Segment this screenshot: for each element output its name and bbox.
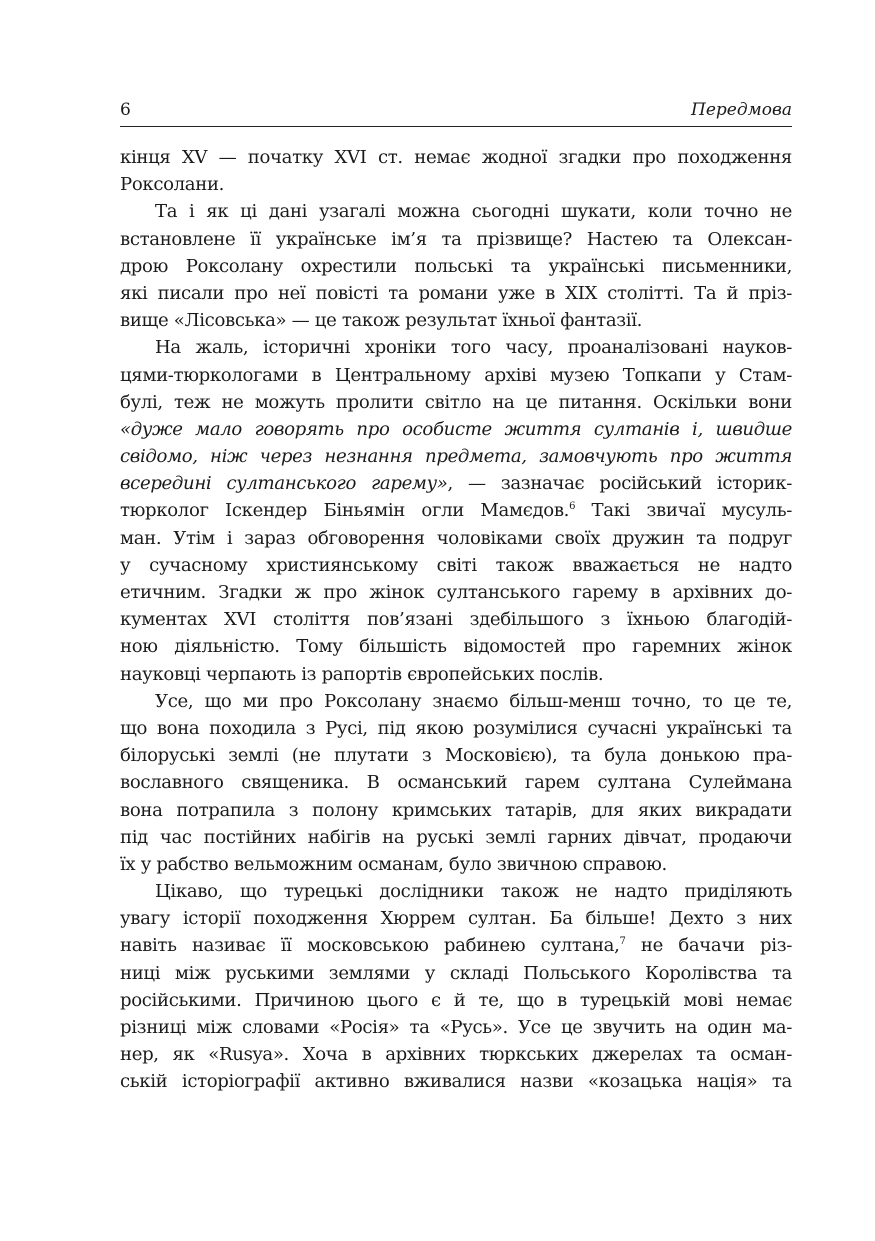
text-line: встановлене її українське ім’я та прізвище? Настею та Олексан- xyxy=(120,228,792,250)
text-line: кінця XV — початку XVI ст. немає жодної згадки про походження xyxy=(120,147,792,168)
quote-end: всередині султанського гарему» xyxy=(120,473,448,495)
text-line: різниці між словами «Росія» та «Русь». Усе це звучить на один ма- xyxy=(120,1017,792,1038)
quote-line: свідомо, ніж через незнання предмета, замовчують про життя xyxy=(120,446,792,468)
text-line: ман. Утім і зараз обговорення чоловіками своїх дружин та подруг xyxy=(120,527,792,549)
text-line: що вона походила з Русі, під якою розумілися сучасні українські та xyxy=(120,717,792,739)
text-line: всередині султанського гарему», — зазначає російський історик- xyxy=(120,473,792,495)
text-line: ській історіографії активно вживалися назви «козацька нація» та xyxy=(120,1071,792,1093)
text-line: ниці між руськими землями у складі Польського Королівства та xyxy=(120,962,792,984)
text-line: кументах XVI століття пов’язані здебільшого з їхньою благодій- xyxy=(120,609,792,631)
text-line: російськими. Причиною цього є й те, що в турецькій мові немає xyxy=(120,989,792,1011)
text-line: вона потрапила з полону кримських татарів, для яких викрадати xyxy=(120,799,792,821)
text-line: навіть називає її московською рабинею султана,$^7$ не бачачи різ- xyxy=(120,935,792,957)
text-line: Роксолани. xyxy=(120,174,225,196)
text-line: Цікаво, що турецькі дослідники також не надто приділяють xyxy=(155,881,792,903)
text-line: дрою Роксолану охрестили польські та українські письменники, xyxy=(120,255,792,277)
page-number: 6 xyxy=(120,100,131,120)
text-line: етичним. Згадки ж про жінок султанського гарему в архівних до- xyxy=(120,582,792,603)
text-line: під час постійних набігів на руські землі гарних дівчат, продаючи xyxy=(120,826,792,848)
text-line: увагу історії походження Хюррем султан. Ба більше! Дехто з них xyxy=(120,908,792,930)
quote-line: «дуже мало говорять про особисте життя султанів і, швидше xyxy=(120,418,792,440)
text-line: тюрколог Іскендер Біньямін огли Мамєдов.$^6$ Такі звичаї мусуль- xyxy=(120,500,792,522)
text-line: які писали про неї повісті та романи уже в XIX столітті. Та й пріз- xyxy=(120,282,792,304)
text-line: нер, як «Rusya». Хоча в архівних тюркських джерелах та осман- xyxy=(120,1044,792,1066)
page-header xyxy=(120,98,792,127)
text-line: науковці черпають із рапортів європейських послів. xyxy=(120,663,604,685)
text-line: Усе, що ми про Роксолану знаємо більш-менш точно, то це те, xyxy=(155,690,792,712)
text-line: білоруські землі (не плутати з Московією), та була донькою пра- xyxy=(120,745,792,767)
text-line: вославного священика. В османський гарем султана Сулеймана xyxy=(120,772,792,794)
running-title: Передмова xyxy=(691,100,792,120)
body-text xyxy=(120,144,792,1096)
text-line: їх у рабство вельможним османам, було звичною справою. xyxy=(120,853,667,875)
text-line: булі, теж не можуть пролити світло на це питання. Оскільки вони xyxy=(120,391,792,413)
text-line: На жаль, історичні хроніки того часу, проаналізовані науков- xyxy=(155,337,792,359)
footnote-ref-6[interactable]: 6 xyxy=(569,501,576,513)
text-line: цями-тюркологами в Центральному архіві музею Топкапи у Стам- xyxy=(120,364,792,386)
text-line: Та і як ці дані узагалі можна сьогодні шукати, коли точно не xyxy=(155,201,792,223)
text-line: ною діяльністю. Тому більшість відомостей про гаремних жінок xyxy=(120,636,792,658)
footnote-ref-7[interactable]: 7 xyxy=(619,936,626,948)
text-line: у сучасному християнському світі також вважається не надто xyxy=(120,554,792,576)
text-line: вище «Лісовська» — це також результат їхньої фантазії. xyxy=(120,310,643,332)
